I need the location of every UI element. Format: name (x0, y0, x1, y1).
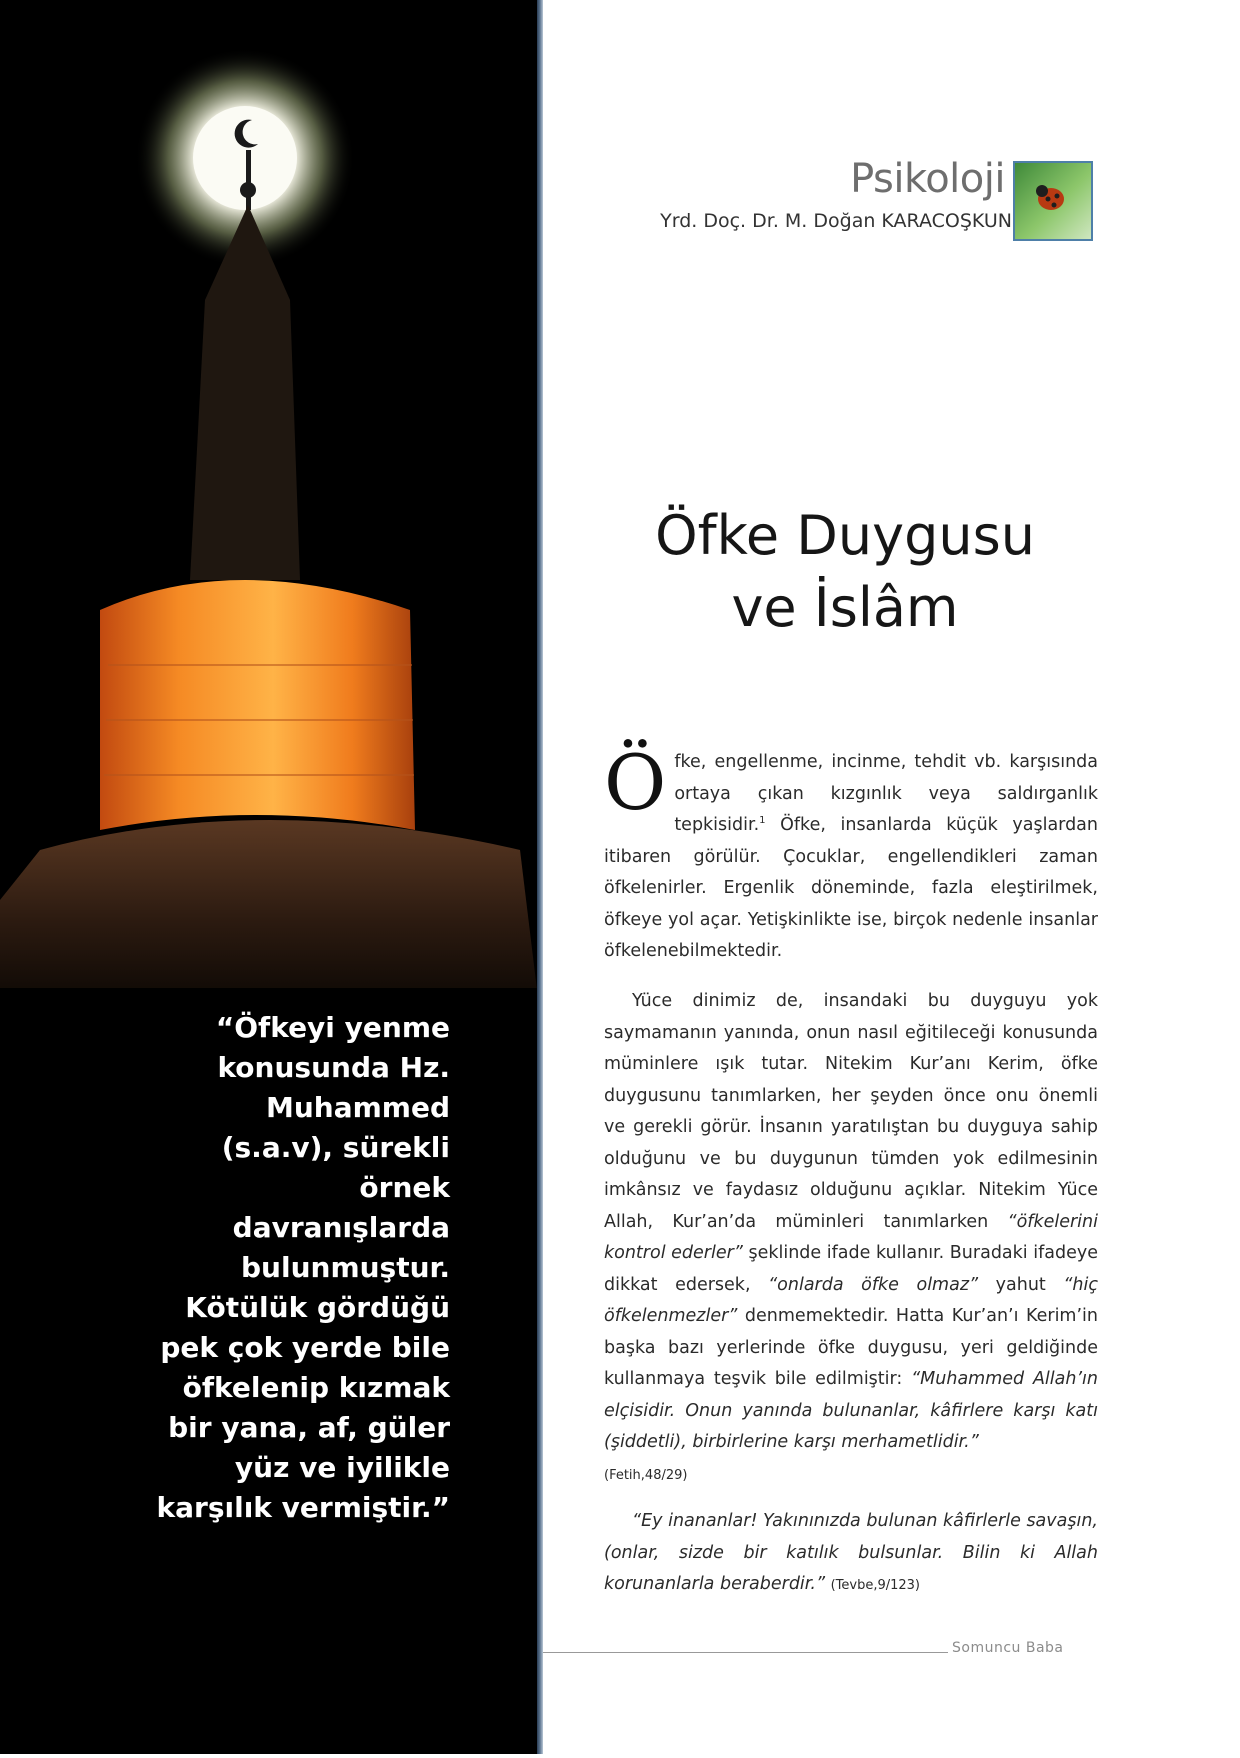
article-paragraph-3 (604, 1506, 1098, 1602)
article-title (600, 500, 1090, 644)
paragraph-2-text-b: şeklinde ifade kullanır. Buradaki ifadeye dikkat edersek, (604, 1243, 1098, 1295)
article-title-line-2: ve İslâm (731, 576, 959, 639)
quote-tevbe-verse: “Ey inananlar! Yakınınızda bulunan kâfirlerle savaşın, (onlar, sizde bir katılık bulsunlar. Bilin ki Allah korunanlarla beraberdir.” (604, 1511, 1098, 1594)
quote-fetih-verse: “Muhammed Allah’ın elçisidir. Onun yanında bulunanlar, kâfirlere karşı katı (şiddetli), birbirlerine karşı merhametlidir.” (604, 1369, 1098, 1452)
paragraph-2-text-d: denmemektedir. Hatta Kur’an’ı Kerim’in başka bazı yerlerinde öfke duygusu, yeri geldiğinde kullanmaya teşvik bile edilmiştir: (604, 1306, 1098, 1389)
footnote-marker: 1 (759, 815, 766, 827)
magazine-name: Somuncu Baba (952, 1640, 1064, 1656)
section-title: Psikoloji (850, 156, 1005, 202)
footer-rule (543, 1652, 948, 1653)
ladybug-thumbnail (1013, 161, 1093, 241)
paragraph-2-text-c: yahut (978, 1274, 1064, 1295)
quote-ofke-olmaz: “onlarda öfke olmaz” (768, 1274, 979, 1295)
paragraph-1-text-a: fke, engellenme, incinme, tehdit vb. karşısında ortaya çıkan kızgınlık veya saldırganlık tepkisidir. (674, 752, 1098, 835)
article-paragraph-1 (604, 738, 1098, 968)
article-title-line-1: Öfke Duygusu (655, 504, 1035, 567)
ladybug-icon (1015, 163, 1091, 239)
article-paragraph-2 (604, 986, 1098, 1491)
paragraph-2-text-a: Yüce dinimiz de, insandaki bu duyguyu yok saymamanın yanında, onun nasıl eğitileceği konusunda müminlere ışık tutar. Nitekim Kur’anı Kerim, öfke duygusunu tanımlarken, her şeyden önce onu önemli ve gerekli görür. İnsanın yaratılıştan bu duyguya sahip olduğunu ve bu duygunun tümden yok edilmesinin imkânsız ve faydasız olduğunu açıklar. Nitekim Yüce Allah, Kur’an’da müminleri tanımlarken (604, 991, 1098, 1232)
paragraph-1-text-b: Öfke, insanlarda küçük yaşlardan itibaren görülür. Çocuklar, engellendikleri zaman öfkelenirler. Ergenlik döneminde, fazla eleştirilmek, öfkeye yol açar. Yetişkinlikte ise, birçok nedenle insanlar öfkelenebilmektedir. (604, 815, 1098, 961)
page-spine-divider (537, 0, 543, 1754)
stone-base (0, 820, 537, 990)
quote-kontrol: “öfkelerini kontrol ederler” (604, 1211, 1098, 1263)
author-name: Yrd. Doç. Dr. M. Doğan KARACOŞKUN (660, 210, 1012, 232)
citation-fetih: (Fetih,48/29) (604, 1467, 688, 1483)
minaret-photo (0, 0, 537, 1754)
glowing-drum (100, 580, 415, 830)
citation-tevbe: (Tevbe,9/123) (830, 1578, 921, 1593)
pull-quote: “Öfkeyi yenme konusunda Hz. Muhammed (s.a.v), sürekli örnek davranışlarda bulunmuştur. Kötülük gördüğü pek çok yerde bile öfkelenip kızmak bir yana, af, güler yüz ve iyilikle karşılık vermiştir.” (156, 1011, 450, 1524)
drop-cap: Ö (604, 738, 667, 827)
quote-hic-ofkelenmezler: “hiç öfkelenmezler” (604, 1274, 1099, 1326)
